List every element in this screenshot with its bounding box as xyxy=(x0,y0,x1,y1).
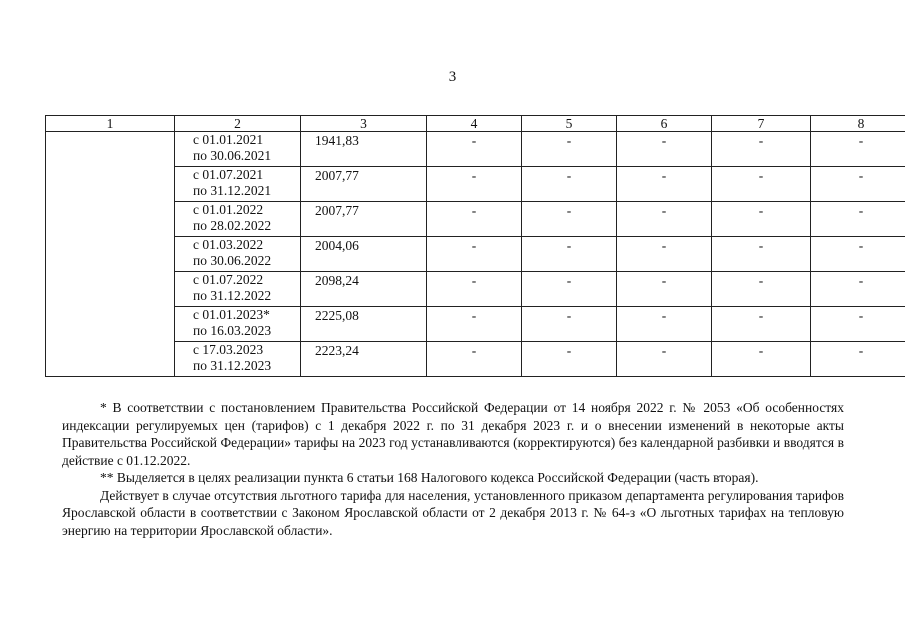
value-cell: - xyxy=(617,272,712,307)
page-number: 3 xyxy=(448,69,457,85)
value-cell: - xyxy=(617,237,712,272)
table-header-row xyxy=(46,116,905,132)
tariff-table xyxy=(45,115,905,377)
value-cell: - xyxy=(712,132,811,167)
period-cell xyxy=(175,237,301,272)
footnotes xyxy=(62,399,844,539)
period-cell xyxy=(175,307,301,342)
period-from: с 01.07.2021 xyxy=(193,167,264,182)
value-cell: - xyxy=(427,342,522,377)
value-cell: - xyxy=(427,132,522,167)
value-cell: - xyxy=(617,132,712,167)
value-cell: - xyxy=(522,342,617,377)
period-cell xyxy=(175,272,301,307)
price-cell: 1941,83 xyxy=(301,132,427,167)
value-cell: - xyxy=(522,167,617,202)
value-cell: - xyxy=(522,132,617,167)
value-cell: - xyxy=(617,307,712,342)
value-cell: - xyxy=(427,202,522,237)
value-cell: - xyxy=(811,307,905,342)
period-to: по 30.06.2021 xyxy=(193,148,272,163)
table-row xyxy=(46,342,905,377)
column-header: 8 xyxy=(811,116,905,132)
period-cell xyxy=(175,342,301,377)
value-cell: - xyxy=(712,237,811,272)
price-cell: 2004,06 xyxy=(301,237,427,272)
value-cell: - xyxy=(617,167,712,202)
value-cell: - xyxy=(427,237,522,272)
table-row xyxy=(46,307,905,342)
footnote-applicability: Действует в случае отсутствия льготного тарифа для населения, установленного приказом департамента регулирования тарифов Ярославской области в соответствии с Законом Ярославской области от 2 декабря 2013 г. № 64-з «О льготных тарифах на тепловую энергию на территории Ярославской области». xyxy=(62,487,844,538)
period-to: по 31.12.2022 xyxy=(193,288,272,303)
price-cell: 2223,24 xyxy=(301,342,427,377)
table-row xyxy=(46,167,905,202)
value-cell: - xyxy=(811,167,905,202)
value-cell: - xyxy=(522,237,617,272)
empty-merged-cell xyxy=(46,132,175,377)
column-header: 4 xyxy=(427,116,522,132)
period-from: с 01.01.2021 xyxy=(193,132,264,147)
period-to: по 31.12.2023 xyxy=(193,358,272,373)
price-cell: 2007,77 xyxy=(301,202,427,237)
period-cell xyxy=(175,167,301,202)
period-from: с 01.03.2022 xyxy=(193,237,264,252)
value-cell: - xyxy=(712,342,811,377)
value-cell: - xyxy=(712,272,811,307)
value-cell: - xyxy=(427,167,522,202)
value-cell: - xyxy=(427,307,522,342)
value-cell: - xyxy=(522,202,617,237)
column-header: 5 xyxy=(522,116,617,132)
value-cell: - xyxy=(811,272,905,307)
column-header: 6 xyxy=(617,116,712,132)
footnote-double-asterisk: ** Выделяется в целях реализации пункта 6 статьи 168 Налогового кодекса Российской Федерации (часть вторая). xyxy=(100,470,759,485)
column-header: 1 xyxy=(46,116,175,132)
price-cell: 2007,77 xyxy=(301,167,427,202)
value-cell: - xyxy=(617,342,712,377)
price-cell: 2225,08 xyxy=(301,307,427,342)
column-header: 7 xyxy=(712,116,811,132)
value-cell: - xyxy=(811,132,905,167)
value-cell: - xyxy=(522,307,617,342)
price-cell: 2098,24 xyxy=(301,272,427,307)
value-cell: - xyxy=(811,237,905,272)
period-from: с 01.07.2022 xyxy=(193,272,264,287)
table-row xyxy=(46,202,905,237)
table-row xyxy=(46,132,905,167)
column-header: 3 xyxy=(301,116,427,132)
table-row xyxy=(46,272,905,307)
value-cell: - xyxy=(712,202,811,237)
period-to: по 31.12.2021 xyxy=(193,183,272,198)
value-cell: - xyxy=(712,307,811,342)
value-cell: - xyxy=(522,272,617,307)
value-cell: - xyxy=(617,202,712,237)
table-row xyxy=(46,237,905,272)
footnote-single-asterisk: * В соответствии с постановлением Правительства Российской Федерации от 14 ноября 2022 г. № 2053 «Об особенностях индексации регулируемых цен (тарифов) с 1 декабря 2022 г. по 31 декабря 2023 г. и о внесении изменений в некоторые акты Правительства Российской Федерации» тарифы на 2023 год устанавливаются (корректируются) без календарной разбивки и вводятся в действие с 01.12.2022. xyxy=(62,400,844,468)
period-from: с 01.01.2022 xyxy=(193,202,264,217)
value-cell: - xyxy=(811,202,905,237)
period-to: по 16.03.2023 xyxy=(193,323,272,338)
value-cell: - xyxy=(712,167,811,202)
period-to: по 30.06.2022 xyxy=(193,253,272,268)
value-cell: - xyxy=(811,342,905,377)
period-from: с 17.03.2023 xyxy=(193,342,264,357)
period-cell xyxy=(175,132,301,167)
column-header: 2 xyxy=(175,116,301,132)
period-cell xyxy=(175,202,301,237)
value-cell: - xyxy=(427,272,522,307)
period-to: по 28.02.2022 xyxy=(193,218,272,233)
period-from: с 01.01.2023* xyxy=(193,307,270,322)
